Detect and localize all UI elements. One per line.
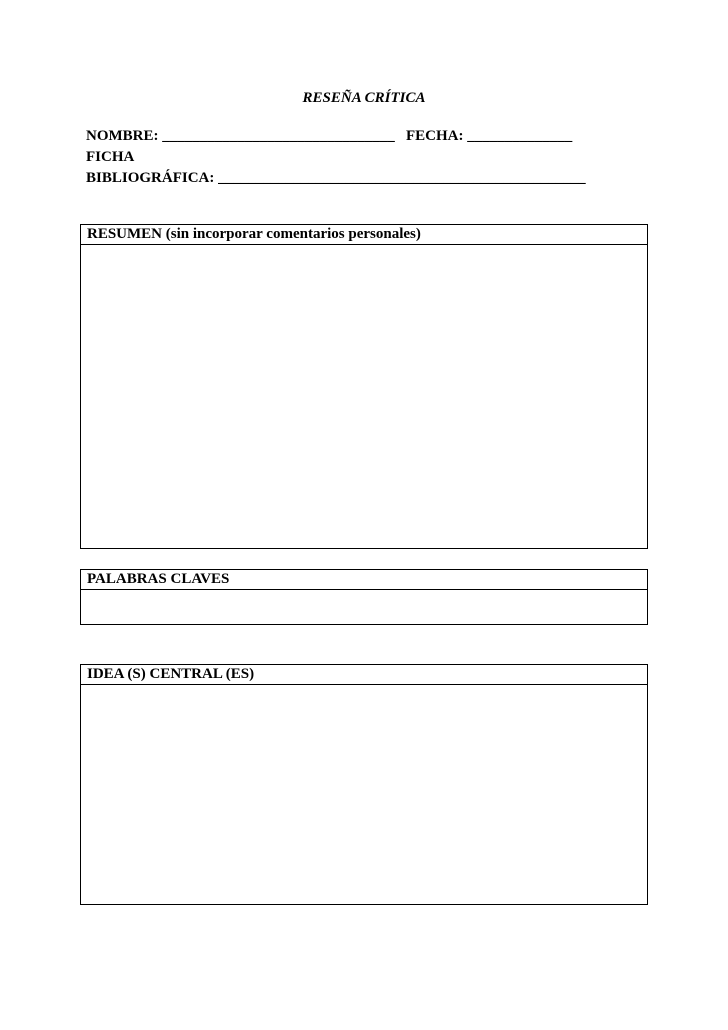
- palabras-claves-field[interactable]: [81, 590, 647, 624]
- palabras-claves-header: PALABRAS CLAVES: [81, 570, 647, 590]
- bibliografica-line: BIBLIOGRÁFICA: _________________________________________________: [86, 170, 586, 186]
- palabras-claves-box: [80, 569, 648, 625]
- ficha-label: FICHA: [86, 149, 135, 165]
- ideas-centrales-header: IDEA (S) CENTRAL (ES): [81, 665, 647, 685]
- document-title: RESEÑA CRÍTICA: [302, 90, 426, 106]
- resumen-box: [80, 224, 648, 549]
- resumen-field[interactable]: [81, 245, 647, 548]
- ideas-centrales-field[interactable]: [81, 685, 647, 904]
- nombre-fecha-line: NOMBRE: _______________________________ FECHA: ______________: [86, 128, 573, 144]
- resumen-header: RESUMEN (sin incorporar comentarios personales): [81, 225, 647, 245]
- ideas-centrales-box: [80, 664, 648, 905]
